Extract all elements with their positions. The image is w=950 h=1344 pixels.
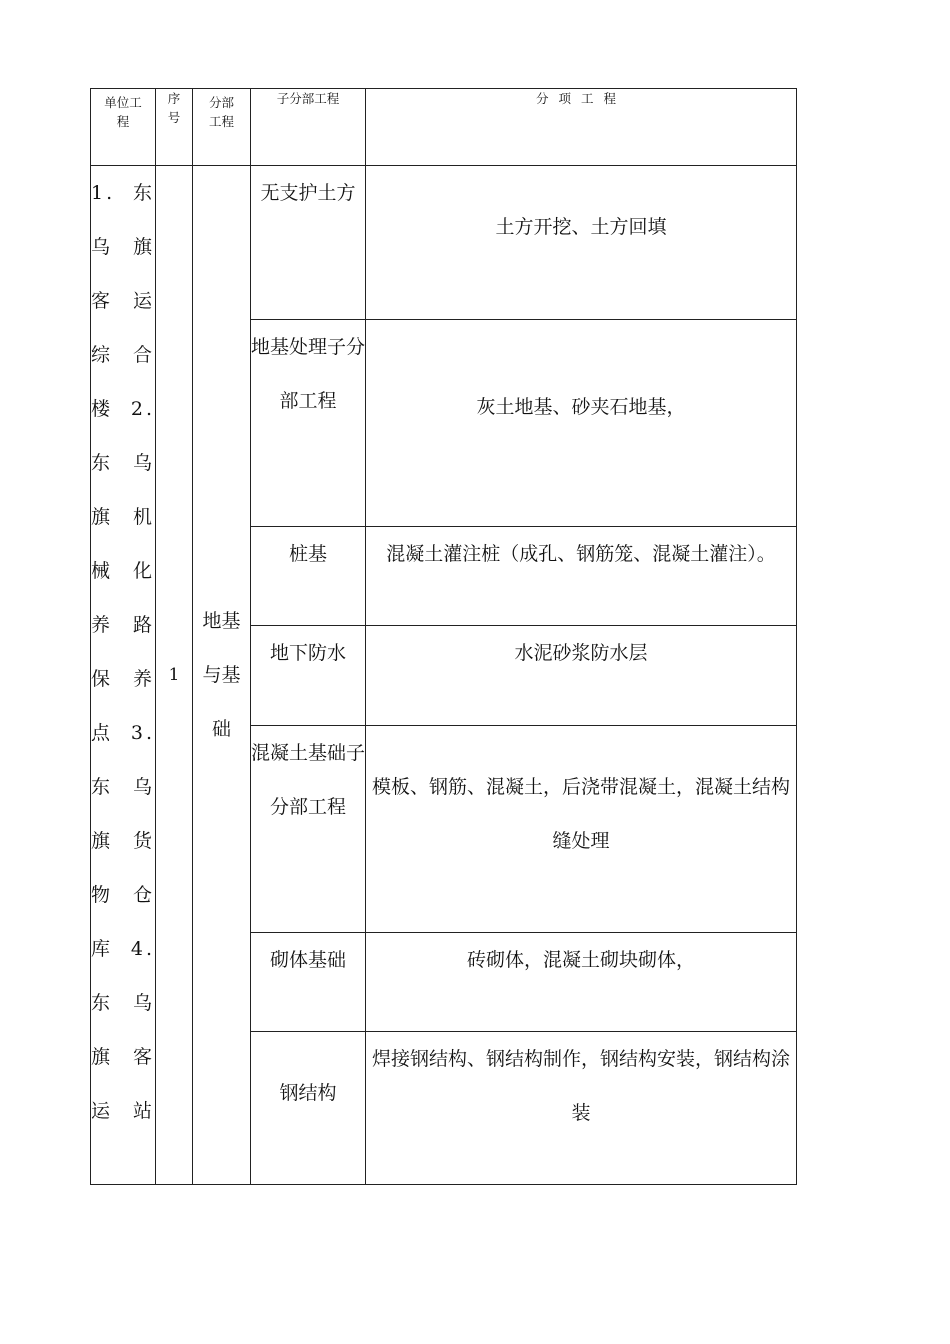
header-subitem: 分项工程 [366, 89, 797, 166]
header-row [91, 89, 797, 166]
table-row [91, 166, 797, 320]
seq-cell: 1 [156, 166, 193, 1185]
subitem-cell: 砖砌体，混凝土砌块砌体， [366, 933, 797, 1032]
subitem-cell: 混凝土灌注桩（成孔、钢筋笼、混凝土灌注）。 [366, 527, 797, 626]
division-cell [193, 166, 251, 1185]
header-division: 分部工程 [193, 89, 251, 166]
header-unit-project: 单位工程 [91, 89, 156, 166]
subitem-cell: 土方开挖、土方回填 [366, 166, 797, 320]
subdivision-cell: 桩基 [251, 527, 366, 626]
subitem-cell: 灰土地基、砂夹石地基， [366, 320, 797, 527]
subdivision-cell: 地下防水 [251, 626, 366, 726]
header-subdivision: 子分部工程 [251, 89, 366, 166]
subitem-cell: 焊接钢结构、钢结构制作，钢结构安装，钢结构涂装 [366, 1032, 797, 1185]
subitem-cell: 模板、钢筋、混凝土，后浇带混凝土，混凝土结构缝处理 [366, 726, 797, 933]
division-label: 地基与基础 [202, 610, 241, 740]
subdivision-cell: 砌体基础 [251, 933, 366, 1032]
unit-project-cell: 1.东乌旗客运综合楼2.东乌旗机械化养路保养点3.东乌旗货物仓库4.东乌旗客运站 [91, 166, 156, 1185]
works-breakdown-table [90, 88, 797, 1185]
subdivision-cell: 无支护土方 [251, 166, 366, 320]
subdivision-cell: 钢结构 [251, 1032, 366, 1185]
subdivision-cell: 地基处理子分部工程 [251, 320, 366, 527]
subitem-cell: 水泥砂浆防水层 [366, 626, 797, 726]
subdivision-cell: 混凝土基础子分部工程 [251, 726, 366, 933]
header-seq: 序号 [156, 89, 193, 166]
